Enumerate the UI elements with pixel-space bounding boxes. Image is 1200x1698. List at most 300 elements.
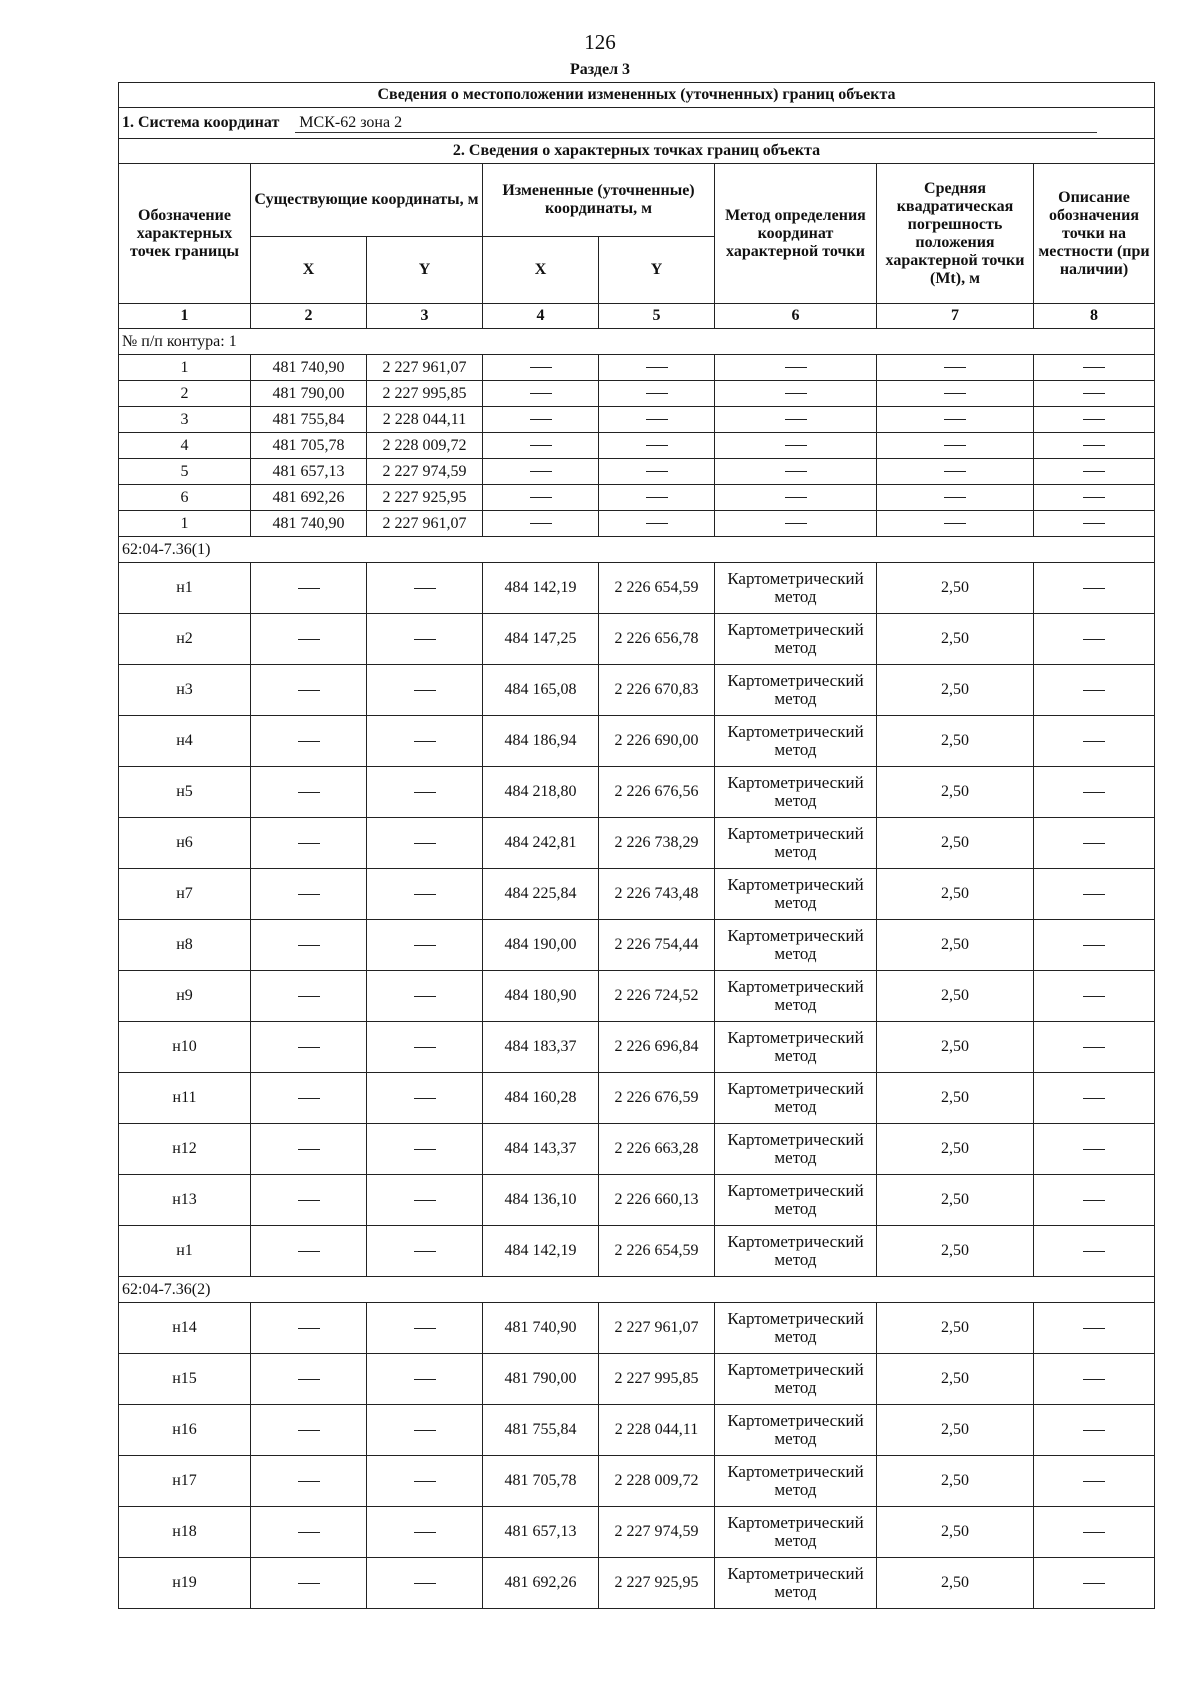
header-changed-x: X xyxy=(483,237,599,304)
empty-dash xyxy=(646,367,668,368)
method-cell: Картометрический метод xyxy=(715,1022,877,1073)
changed-x-cell xyxy=(483,355,599,381)
changed-x-cell xyxy=(483,485,599,511)
changed-x-cell: 481 755,84 xyxy=(483,1405,599,1456)
empty-dash xyxy=(298,1583,320,1584)
empty-dash xyxy=(785,367,807,368)
empty-dash xyxy=(785,419,807,420)
description-cell xyxy=(1034,665,1155,716)
empty-dash xyxy=(414,1251,436,1252)
empty-dash xyxy=(1083,393,1105,394)
contour-group-row xyxy=(119,537,1155,563)
column-number: 5 xyxy=(599,304,715,329)
table-row xyxy=(119,1226,1155,1277)
existing-x-cell: 481 740,90 xyxy=(251,511,367,537)
empty-dash xyxy=(1083,1583,1105,1584)
column-number: 3 xyxy=(367,304,483,329)
empty-dash xyxy=(414,1328,436,1329)
method-cell xyxy=(715,459,877,485)
section-title: Раздел 3 xyxy=(569,61,631,78)
changed-y-cell: 2 226 654,59 xyxy=(599,563,715,614)
description-cell xyxy=(1034,1558,1155,1609)
changed-x-cell: 484 143,37 xyxy=(483,1124,599,1175)
empty-dash xyxy=(414,1200,436,1201)
empty-dash xyxy=(298,1481,320,1482)
method-cell: Картометрический метод xyxy=(715,1175,877,1226)
empty-dash xyxy=(530,523,552,524)
changed-x-cell xyxy=(483,459,599,485)
method-cell: Картометрический метод xyxy=(715,1507,877,1558)
column-number: 2 xyxy=(251,304,367,329)
empty-dash xyxy=(1083,497,1105,498)
description-cell xyxy=(1034,1507,1155,1558)
method-cell: Картометрический метод xyxy=(715,716,877,767)
existing-x-cell xyxy=(251,665,367,716)
changed-x-cell xyxy=(483,433,599,459)
empty-dash xyxy=(298,1532,320,1533)
existing-x-cell xyxy=(251,1022,367,1073)
existing-y-cell xyxy=(367,1073,483,1124)
mean-error-cell: 2,50 xyxy=(877,818,1034,869)
existing-y-cell xyxy=(367,1456,483,1507)
empty-dash xyxy=(1083,894,1105,895)
existing-x-cell xyxy=(251,767,367,818)
empty-dash xyxy=(1083,1532,1105,1533)
empty-dash xyxy=(944,419,966,420)
method-cell: Картометрический метод xyxy=(715,818,877,869)
mean-error-cell: 2,50 xyxy=(877,1456,1034,1507)
changed-x-cell: 484 186,94 xyxy=(483,716,599,767)
table-title: Сведения о местоположении измененных (уточненных) границ объекта xyxy=(119,83,1155,108)
mean-error-cell: 2,50 xyxy=(877,1022,1034,1073)
existing-x-cell xyxy=(251,869,367,920)
method-cell: Картометрический метод xyxy=(715,614,877,665)
empty-dash xyxy=(530,393,552,394)
column-numbers-row xyxy=(119,304,1155,329)
existing-x-cell xyxy=(251,1303,367,1354)
mean-error-cell: 2,50 xyxy=(877,920,1034,971)
point-id-cell: н15 xyxy=(119,1354,251,1405)
point-id-cell: 5 xyxy=(119,459,251,485)
empty-dash xyxy=(1083,1328,1105,1329)
existing-y-cell xyxy=(367,1226,483,1277)
existing-y-cell xyxy=(367,665,483,716)
empty-dash xyxy=(414,1379,436,1380)
existing-x-cell xyxy=(251,1507,367,1558)
empty-dash xyxy=(414,843,436,844)
empty-dash xyxy=(646,445,668,446)
description-cell xyxy=(1034,767,1155,818)
method-cell: Картометрический метод xyxy=(715,1303,877,1354)
changed-x-cell: 481 657,13 xyxy=(483,1507,599,1558)
existing-x-cell: 481 657,13 xyxy=(251,459,367,485)
point-id-cell: н18 xyxy=(119,1507,251,1558)
existing-x-cell xyxy=(251,563,367,614)
existing-x-cell xyxy=(251,1175,367,1226)
empty-dash xyxy=(1083,1379,1105,1380)
changed-y-cell: 2 226 660,13 xyxy=(599,1175,715,1226)
description-cell xyxy=(1034,1022,1155,1073)
column-number: 7 xyxy=(877,304,1034,329)
empty-dash xyxy=(1083,843,1105,844)
empty-dash xyxy=(1083,445,1105,446)
point-id-cell: н3 xyxy=(119,665,251,716)
table-row xyxy=(119,920,1155,971)
empty-dash xyxy=(1083,367,1105,368)
empty-dash xyxy=(298,1251,320,1252)
empty-dash xyxy=(298,843,320,844)
table-body xyxy=(119,83,1155,1609)
method-cell: Картометрический метод xyxy=(715,563,877,614)
table-row xyxy=(119,485,1155,511)
empty-dash xyxy=(298,639,320,640)
table-row xyxy=(119,971,1155,1022)
changed-x-cell: 484 225,84 xyxy=(483,869,599,920)
page-number: 126 xyxy=(584,30,616,54)
mean-error-cell: 2,50 xyxy=(877,563,1034,614)
empty-dash xyxy=(785,445,807,446)
empty-dash xyxy=(414,1098,436,1099)
changed-y-cell: 2 228 044,11 xyxy=(599,1405,715,1456)
contour-label: № п/п контура: 1 xyxy=(119,329,1155,355)
header-existing-x: X xyxy=(251,237,367,304)
empty-dash xyxy=(530,445,552,446)
existing-y-cell xyxy=(367,818,483,869)
changed-y-cell: 2 226 754,44 xyxy=(599,920,715,971)
existing-y-cell xyxy=(367,1303,483,1354)
empty-dash xyxy=(1083,419,1105,420)
method-cell: Картометрический метод xyxy=(715,869,877,920)
empty-dash xyxy=(785,497,807,498)
point-id-cell: н16 xyxy=(119,1405,251,1456)
empty-dash xyxy=(298,1379,320,1380)
changed-x-cell xyxy=(483,511,599,537)
changed-y-cell: 2 226 654,59 xyxy=(599,1226,715,1277)
empty-dash xyxy=(1083,1430,1105,1431)
empty-dash xyxy=(1083,588,1105,589)
boundary-points-table xyxy=(118,82,1155,1609)
changed-y-cell: 2 227 995,85 xyxy=(599,1354,715,1405)
empty-dash xyxy=(530,367,552,368)
mean-error-cell: 2,50 xyxy=(877,1558,1034,1609)
existing-x-cell xyxy=(251,971,367,1022)
mean-error-cell: 2,50 xyxy=(877,665,1034,716)
table-row xyxy=(119,1022,1155,1073)
empty-dash xyxy=(414,741,436,742)
existing-x-cell xyxy=(251,1456,367,1507)
changed-x-cell xyxy=(483,381,599,407)
existing-x-cell: 481 705,78 xyxy=(251,433,367,459)
point-id-cell: н8 xyxy=(119,920,251,971)
mean-error-cell xyxy=(877,511,1034,537)
method-cell xyxy=(715,485,877,511)
empty-dash xyxy=(1083,792,1105,793)
empty-dash xyxy=(944,393,966,394)
point-id-cell: н9 xyxy=(119,971,251,1022)
existing-y-cell xyxy=(367,971,483,1022)
changed-y-cell: 2 226 690,00 xyxy=(599,716,715,767)
mean-error-cell: 2,50 xyxy=(877,614,1034,665)
mean-error-cell: 2,50 xyxy=(877,716,1034,767)
empty-dash xyxy=(1083,1251,1105,1252)
mean-error-cell: 2,50 xyxy=(877,1226,1034,1277)
empty-dash xyxy=(414,1047,436,1048)
point-id-cell: н4 xyxy=(119,716,251,767)
changed-x-cell: 484 142,19 xyxy=(483,563,599,614)
header-existing-y: Y xyxy=(367,237,483,304)
point-id-cell: н5 xyxy=(119,767,251,818)
table-row xyxy=(119,1456,1155,1507)
description-cell xyxy=(1034,485,1155,511)
table-row xyxy=(119,511,1155,537)
table-row xyxy=(119,1558,1155,1609)
empty-dash xyxy=(298,1328,320,1329)
changed-y-cell: 2 227 974,59 xyxy=(599,1507,715,1558)
method-cell: Картометрический метод xyxy=(715,920,877,971)
description-cell xyxy=(1034,1175,1155,1226)
point-id-cell: н13 xyxy=(119,1175,251,1226)
method-cell: Картометрический метод xyxy=(715,665,877,716)
mean-error-cell: 2,50 xyxy=(877,1354,1034,1405)
table-row xyxy=(119,1354,1155,1405)
empty-dash xyxy=(1083,690,1105,691)
empty-dash xyxy=(1083,1481,1105,1482)
point-id-cell: н1 xyxy=(119,1226,251,1277)
changed-x-cell xyxy=(483,407,599,433)
empty-dash xyxy=(414,1583,436,1584)
existing-y-cell: 2 228 009,72 xyxy=(367,433,483,459)
empty-dash xyxy=(298,1149,320,1150)
existing-y-cell xyxy=(367,716,483,767)
description-cell xyxy=(1034,716,1155,767)
description-cell xyxy=(1034,1124,1155,1175)
changed-x-cell: 484 183,37 xyxy=(483,1022,599,1073)
contour-label: 62:04-7.36(1) xyxy=(119,537,1155,563)
existing-y-cell xyxy=(367,1354,483,1405)
empty-dash xyxy=(298,741,320,742)
existing-x-cell xyxy=(251,1558,367,1609)
table-row xyxy=(119,818,1155,869)
table-row xyxy=(119,614,1155,665)
mean-error-cell xyxy=(877,459,1034,485)
point-id-cell: 2 xyxy=(119,381,251,407)
changed-y-cell: 2 227 961,07 xyxy=(599,1303,715,1354)
point-id-cell: 1 xyxy=(119,511,251,537)
changed-x-cell: 484 147,25 xyxy=(483,614,599,665)
table-row xyxy=(119,381,1155,407)
column-number: 8 xyxy=(1034,304,1155,329)
contour-group-row xyxy=(119,329,1155,355)
existing-y-cell: 2 227 925,95 xyxy=(367,485,483,511)
point-id-cell: 1 xyxy=(119,355,251,381)
existing-y-cell xyxy=(367,614,483,665)
mean-error-cell: 2,50 xyxy=(877,1303,1034,1354)
description-cell xyxy=(1034,511,1155,537)
existing-x-cell: 481 740,90 xyxy=(251,355,367,381)
header-mean-error: Средняя квадратическая погрешность положения характерной точки (Mt), м xyxy=(877,164,1034,304)
point-id-cell: 3 xyxy=(119,407,251,433)
empty-dash xyxy=(530,497,552,498)
point-id-cell: н14 xyxy=(119,1303,251,1354)
empty-dash xyxy=(944,445,966,446)
table-row xyxy=(119,1405,1155,1456)
method-cell: Картометрический метод xyxy=(715,1226,877,1277)
mean-error-cell xyxy=(877,355,1034,381)
point-id-cell: н11 xyxy=(119,1073,251,1124)
table-subtitle: 2. Сведения о характерных точках границ объекта xyxy=(119,139,1155,164)
empty-dash xyxy=(944,497,966,498)
point-id-cell: 6 xyxy=(119,485,251,511)
empty-dash xyxy=(414,945,436,946)
mean-error-cell: 2,50 xyxy=(877,1405,1034,1456)
empty-dash xyxy=(785,523,807,524)
existing-y-cell xyxy=(367,1175,483,1226)
table-row xyxy=(119,355,1155,381)
table-row xyxy=(119,665,1155,716)
empty-dash xyxy=(530,471,552,472)
empty-dash xyxy=(785,393,807,394)
existing-x-cell xyxy=(251,614,367,665)
method-cell xyxy=(715,511,877,537)
mean-error-cell xyxy=(877,485,1034,511)
empty-dash xyxy=(298,1200,320,1201)
changed-y-cell xyxy=(599,381,715,407)
empty-dash xyxy=(298,1047,320,1048)
changed-y-cell xyxy=(599,459,715,485)
existing-y-cell: 2 227 974,59 xyxy=(367,459,483,485)
changed-y-cell: 2 226 656,78 xyxy=(599,614,715,665)
method-cell: Картометрический метод xyxy=(715,971,877,1022)
empty-dash xyxy=(414,690,436,691)
empty-dash xyxy=(944,367,966,368)
changed-y-cell xyxy=(599,485,715,511)
method-cell xyxy=(715,433,877,459)
changed-y-cell: 2 228 009,72 xyxy=(599,1456,715,1507)
empty-dash xyxy=(414,1430,436,1431)
point-id-cell: н10 xyxy=(119,1022,251,1073)
empty-dash xyxy=(646,523,668,524)
description-cell xyxy=(1034,1456,1155,1507)
empty-dash xyxy=(298,945,320,946)
changed-x-cell: 481 790,00 xyxy=(483,1354,599,1405)
description-cell xyxy=(1034,1073,1155,1124)
changed-y-cell: 2 226 676,59 xyxy=(599,1073,715,1124)
empty-dash xyxy=(1083,1047,1105,1048)
changed-x-cell: 481 740,90 xyxy=(483,1303,599,1354)
empty-dash xyxy=(944,523,966,524)
existing-y-cell xyxy=(367,1124,483,1175)
header-description: Описание обозначения точки на местности (при наличии) xyxy=(1034,164,1155,304)
method-cell: Картометрический метод xyxy=(715,1456,877,1507)
description-cell xyxy=(1034,563,1155,614)
changed-y-cell xyxy=(599,433,715,459)
empty-dash xyxy=(785,471,807,472)
existing-x-cell xyxy=(251,1405,367,1456)
table-row xyxy=(119,407,1155,433)
existing-y-cell: 2 227 961,07 xyxy=(367,355,483,381)
empty-dash xyxy=(414,1149,436,1150)
table-row xyxy=(119,1175,1155,1226)
method-cell: Картометрический метод xyxy=(715,1405,877,1456)
table-row xyxy=(119,869,1155,920)
existing-y-cell xyxy=(367,869,483,920)
mean-error-cell xyxy=(877,407,1034,433)
empty-dash xyxy=(646,471,668,472)
point-id-cell: н2 xyxy=(119,614,251,665)
description-cell xyxy=(1034,920,1155,971)
empty-dash xyxy=(298,690,320,691)
existing-x-cell xyxy=(251,818,367,869)
existing-y-cell xyxy=(367,1405,483,1456)
method-cell xyxy=(715,407,877,433)
changed-x-cell: 484 136,10 xyxy=(483,1175,599,1226)
mean-error-cell: 2,50 xyxy=(877,767,1034,818)
header-existing-coordinates: Существующие координаты, м xyxy=(251,164,483,237)
existing-x-cell xyxy=(251,1073,367,1124)
existing-x-cell xyxy=(251,920,367,971)
existing-x-cell xyxy=(251,1354,367,1405)
empty-dash xyxy=(646,497,668,498)
empty-dash xyxy=(414,1481,436,1482)
existing-y-cell xyxy=(367,1558,483,1609)
changed-x-cell: 484 165,08 xyxy=(483,665,599,716)
point-id-cell: н1 xyxy=(119,563,251,614)
existing-y-cell: 2 227 961,07 xyxy=(367,511,483,537)
table-row xyxy=(119,1124,1155,1175)
empty-dash xyxy=(646,393,668,394)
empty-dash xyxy=(1083,945,1105,946)
changed-x-cell: 484 218,80 xyxy=(483,767,599,818)
description-cell xyxy=(1034,818,1155,869)
table-row xyxy=(119,1073,1155,1124)
mean-error-cell: 2,50 xyxy=(877,1124,1034,1175)
column-number: 4 xyxy=(483,304,599,329)
mean-error-cell: 2,50 xyxy=(877,1073,1034,1124)
contour-group-row xyxy=(119,1277,1155,1303)
method-cell: Картометрический метод xyxy=(715,1558,877,1609)
changed-y-cell: 2 226 676,56 xyxy=(599,767,715,818)
existing-y-cell xyxy=(367,920,483,971)
empty-dash xyxy=(414,639,436,640)
method-cell: Картометрический метод xyxy=(715,767,877,818)
empty-dash xyxy=(298,588,320,589)
description-cell xyxy=(1034,1303,1155,1354)
description-cell xyxy=(1034,614,1155,665)
method-cell: Картометрический метод xyxy=(715,1073,877,1124)
header-changed-coordinates: Измененные (уточненные) координаты, м xyxy=(483,164,715,237)
empty-dash xyxy=(414,588,436,589)
changed-y-cell: 2 226 724,52 xyxy=(599,971,715,1022)
empty-dash xyxy=(944,471,966,472)
header-point-designation: Обозначение характерных точек границы xyxy=(119,164,251,304)
existing-y-cell xyxy=(367,563,483,614)
empty-dash xyxy=(298,792,320,793)
empty-dash xyxy=(414,792,436,793)
changed-y-cell: 2 226 663,28 xyxy=(599,1124,715,1175)
empty-dash xyxy=(1083,639,1105,640)
table-row xyxy=(119,459,1155,485)
existing-x-cell: 481 692,26 xyxy=(251,485,367,511)
empty-dash xyxy=(1083,996,1105,997)
existing-x-cell xyxy=(251,1124,367,1175)
method-cell xyxy=(715,355,877,381)
changed-y-cell: 2 226 696,84 xyxy=(599,1022,715,1073)
coordinate-system-row xyxy=(119,108,1155,139)
description-cell xyxy=(1034,381,1155,407)
mean-error-cell: 2,50 xyxy=(877,1175,1034,1226)
table-row xyxy=(119,767,1155,818)
table-row xyxy=(119,433,1155,459)
